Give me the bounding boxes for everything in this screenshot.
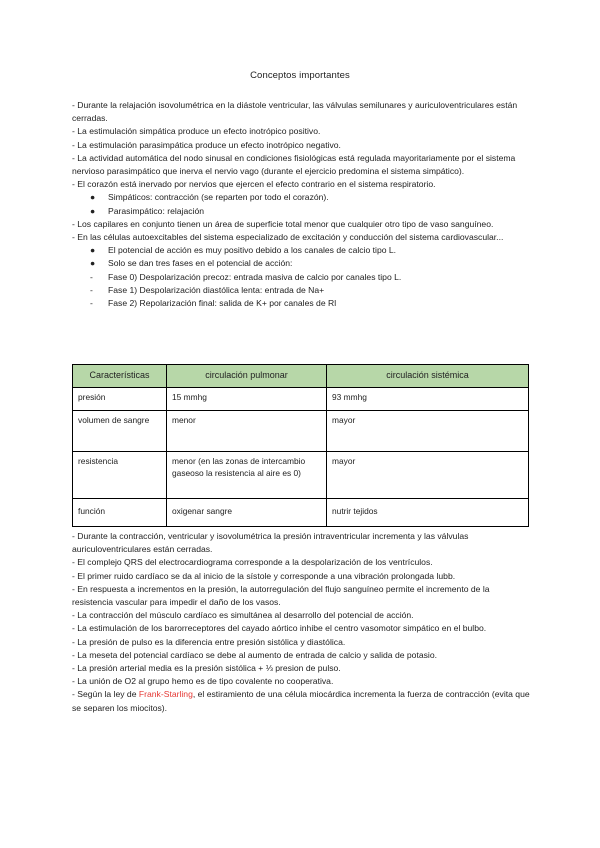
table-cell: función bbox=[73, 499, 167, 527]
paragraph: - Los capilares en conjunto tienen un área de superficie total menor que cualquier otro tipo de vaso sanguíneo. bbox=[72, 218, 494, 229]
paragraph: - El corazón está inervado por nervios que ejercen el efecto contrario en el sistema respiratorio. bbox=[72, 179, 436, 190]
table-cell: volumen de sangre bbox=[73, 411, 167, 452]
table-row bbox=[73, 411, 529, 452]
section-notes bbox=[72, 530, 532, 715]
paragraph: - La unión de O2 al grupo hemo es de tipo covalente no cooperativa. bbox=[72, 676, 334, 687]
paragraph: - En respuesta a incrementos en la presión, la autorregulación del flujo sanguíneo permite el incremento de la resistencia vascular para impedir el daño de los vasos. bbox=[72, 583, 490, 608]
table-row bbox=[73, 452, 529, 499]
paragraph: - El complejo QRS del electrocardiograma corresponde a la despolarización de los ventrículos. bbox=[72, 557, 433, 568]
section-intro bbox=[72, 99, 532, 310]
bullet-icon: ● bbox=[90, 258, 96, 269]
paragraph: - La presión arterial media es la presión sistólica + ⅓ presion de pulso. bbox=[72, 663, 341, 674]
list-item: ● Simpáticos: contracción (se reparten por todo el corazón). bbox=[72, 191, 532, 204]
paragraph: - La meseta del potencial cardíaco se debe al aumento de entrada de calcio y salida de potasio. bbox=[72, 649, 437, 660]
bullet-icon: ● bbox=[90, 245, 96, 256]
table-cell: oxigenar sangre bbox=[167, 499, 327, 527]
frank-starling-highlight: Frank-Starling bbox=[138, 689, 193, 700]
list-item: - Fase 1) Despolarización diastólica lenta: entrada de Na+ bbox=[72, 284, 532, 297]
bullet-icon: ● bbox=[90, 192, 96, 203]
table-cell: 15 mmhg bbox=[167, 388, 327, 411]
table-row bbox=[73, 499, 529, 527]
table-header: circulación sistémica bbox=[327, 365, 529, 388]
table-cell: menor (en las zonas de intercambio gaseoso la resistencia al aire es 0) bbox=[167, 452, 327, 499]
dash-icon: - bbox=[90, 284, 93, 295]
table-cell: mayor bbox=[327, 452, 529, 499]
paragraph: - En las células autoexcitables del sistema especializado de excitación y conducción del sistema cardiovascular... bbox=[72, 232, 504, 243]
paragraph: - La contracción del músculo cardíaco es simultánea al desarrollo del potencial de acción. bbox=[72, 610, 414, 621]
table-cell: 93 mmhg bbox=[327, 388, 529, 411]
paragraph-frank-starling: - Según la ley de Frank-Starling, el estiramiento de una célula miocárdica incrementa la fuerza de contracción (evita que se separen los miocitos). bbox=[72, 689, 530, 713]
table-cell: presión bbox=[73, 388, 167, 411]
table-row bbox=[73, 388, 529, 411]
table-header: circulación pulmonar bbox=[167, 365, 327, 388]
list-item: ● Solo se dan tres fases en el potencial de acción: bbox=[72, 257, 532, 270]
table-header-row bbox=[73, 365, 529, 388]
bullet-icon: ● bbox=[90, 205, 96, 216]
document-title: Conceptos importantes bbox=[250, 70, 350, 81]
paragraph: - La estimulación simpática produce un efecto inotrópico positivo. bbox=[72, 126, 321, 137]
paragraph: - La presión de pulso es la diferencia entre presión sistólica y diastólica. bbox=[72, 636, 346, 647]
potential-list bbox=[72, 244, 532, 310]
list-item: ● Parasimpático: relajación bbox=[72, 205, 532, 218]
paragraph: - Durante la relajación isovolumétrica en la diástole ventricular, las válvulas semilunares y auriculoventriculares están cerradas. bbox=[72, 100, 518, 124]
list-item: - Fase 0) Despolarización precoz: entrada masiva de calcio por canales tipo L. bbox=[72, 271, 532, 284]
table-cell: nutrir tejidos bbox=[327, 499, 529, 527]
list-item: ● El potencial de acción es muy positivo debido a los canales de calcio tipo L. bbox=[72, 244, 532, 257]
table-cell: mayor bbox=[327, 411, 529, 452]
paragraph: - La estimulación parasimpática produce un efecto inotrópico negativo. bbox=[72, 139, 341, 150]
table-cell: menor bbox=[167, 411, 327, 452]
paragraph: - La actividad automática del nodo sinusal en condiciones fisiológicas está regulada mayoritariamente por el sistema nervioso parasimpático que inerva el nervio vago (durante el ejercicio predomina el sistema simpático). bbox=[72, 152, 516, 177]
nerve-list bbox=[72, 191, 532, 217]
paragraph: - Durante la contracción, ventricular y isovolumétrica la presión intraventricular incrementa y las válvulas auriculoventriculares están cerradas. bbox=[72, 531, 469, 555]
paragraph: - La estimulación de los barorreceptores del cayado aórtico inhibe el centro vasomotor simpático en el bulbo. bbox=[72, 623, 487, 634]
table-cell: resistencia bbox=[73, 452, 167, 499]
circulation-table bbox=[72, 364, 529, 527]
paragraph: - El primer ruido cardíaco se da al inicio de la sístole y corresponde a una vibración prolongada lubb. bbox=[72, 570, 456, 581]
table-header: Características bbox=[73, 365, 167, 388]
dash-icon: - bbox=[90, 298, 93, 309]
dash-icon: - bbox=[90, 271, 93, 282]
list-item: - Fase 2) Repolarización final: salida de K+ por canales de Rl bbox=[72, 297, 532, 310]
